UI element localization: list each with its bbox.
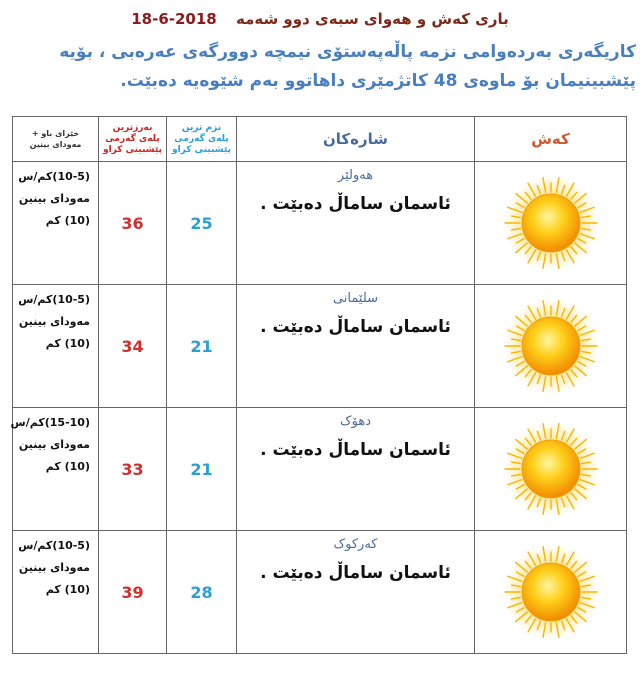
sun-icon bbox=[503, 298, 599, 394]
city-cell bbox=[237, 408, 475, 531]
weather-icon-cell bbox=[475, 531, 627, 654]
weather-icon-cell bbox=[475, 162, 627, 285]
intro-text bbox=[10, 38, 636, 96]
sun-icon bbox=[503, 421, 599, 517]
wind-visibility-cell: (15-10)کم/س مەودای بینین (10) کم bbox=[13, 408, 99, 531]
header-max-temp: بەرزترین پلەی گەرمی پێشبینی کراو bbox=[99, 117, 167, 162]
table-row bbox=[13, 531, 627, 654]
table-row bbox=[13, 162, 627, 285]
max-temp: 34 bbox=[99, 285, 167, 408]
page-title bbox=[0, 10, 640, 28]
sun-icon bbox=[503, 544, 599, 640]
city-name: دهۆک bbox=[340, 414, 371, 429]
wind-visibility-cell: (10-5)کم/س مەودای بینین (10) کم bbox=[13, 162, 99, 285]
min-temp: 21 bbox=[167, 408, 237, 531]
min-temp: 21 bbox=[167, 285, 237, 408]
weather-description: ئاسمان ساماڵ دەبێت . bbox=[260, 563, 451, 583]
table-row bbox=[13, 285, 627, 408]
city-cell bbox=[237, 162, 475, 285]
title-text: باری کەش و هەوای سبەی دوو شەمە bbox=[235, 10, 509, 28]
intro-line-1: کاریگەری بەردەوامی نزمە پاڵەپەستۆی نیمچە دوورگەی عەرەبی ، بۆیە bbox=[59, 42, 636, 62]
wind-visibility-cell: (10-5)کم/س مەودای بینین (10) کم bbox=[13, 531, 99, 654]
forecast-table bbox=[12, 116, 627, 654]
city-cell bbox=[237, 531, 475, 654]
weather-description: ئاسمان ساماڵ دەبێت . bbox=[260, 317, 451, 337]
wind-visibility-cell: (10-5)کم/س مەودای بینین (10) کم bbox=[13, 285, 99, 408]
max-temp: 36 bbox=[99, 162, 167, 285]
weather-icon-cell bbox=[475, 408, 627, 531]
intro-line-2: پێشبینیمان بۆ ماوەی 48 کاتژمێری داهاتوو بەم شێوەیە دەبێت. bbox=[120, 71, 636, 91]
header-weather: کەش bbox=[475, 117, 627, 162]
city-name: کەرکوک bbox=[333, 537, 378, 552]
city-name: هەولێر bbox=[337, 168, 374, 183]
city-name: سلێمانی bbox=[332, 291, 379, 306]
min-temp: 28 bbox=[167, 531, 237, 654]
max-temp: 33 bbox=[99, 408, 167, 531]
header-wind: خێرای باو + مەودای بینین bbox=[13, 117, 99, 162]
weather-description: ئاسمان ساماڵ دەبێت . bbox=[260, 440, 451, 460]
table-row bbox=[13, 408, 627, 531]
sun-icon bbox=[503, 175, 599, 271]
header-min-temp: نزم ترین پلەی گەرمی پێشبینی کراو bbox=[167, 117, 237, 162]
forecast-date: 2018-6-18 bbox=[131, 10, 217, 28]
header-cities: شارەکان bbox=[237, 117, 475, 162]
weather-description: ئاسمان ساماڵ دەبێت . bbox=[260, 194, 451, 214]
max-temp: 39 bbox=[99, 531, 167, 654]
weather-icon-cell bbox=[475, 285, 627, 408]
table-header-row bbox=[13, 117, 627, 162]
min-temp: 25 bbox=[167, 162, 237, 285]
city-cell bbox=[237, 285, 475, 408]
